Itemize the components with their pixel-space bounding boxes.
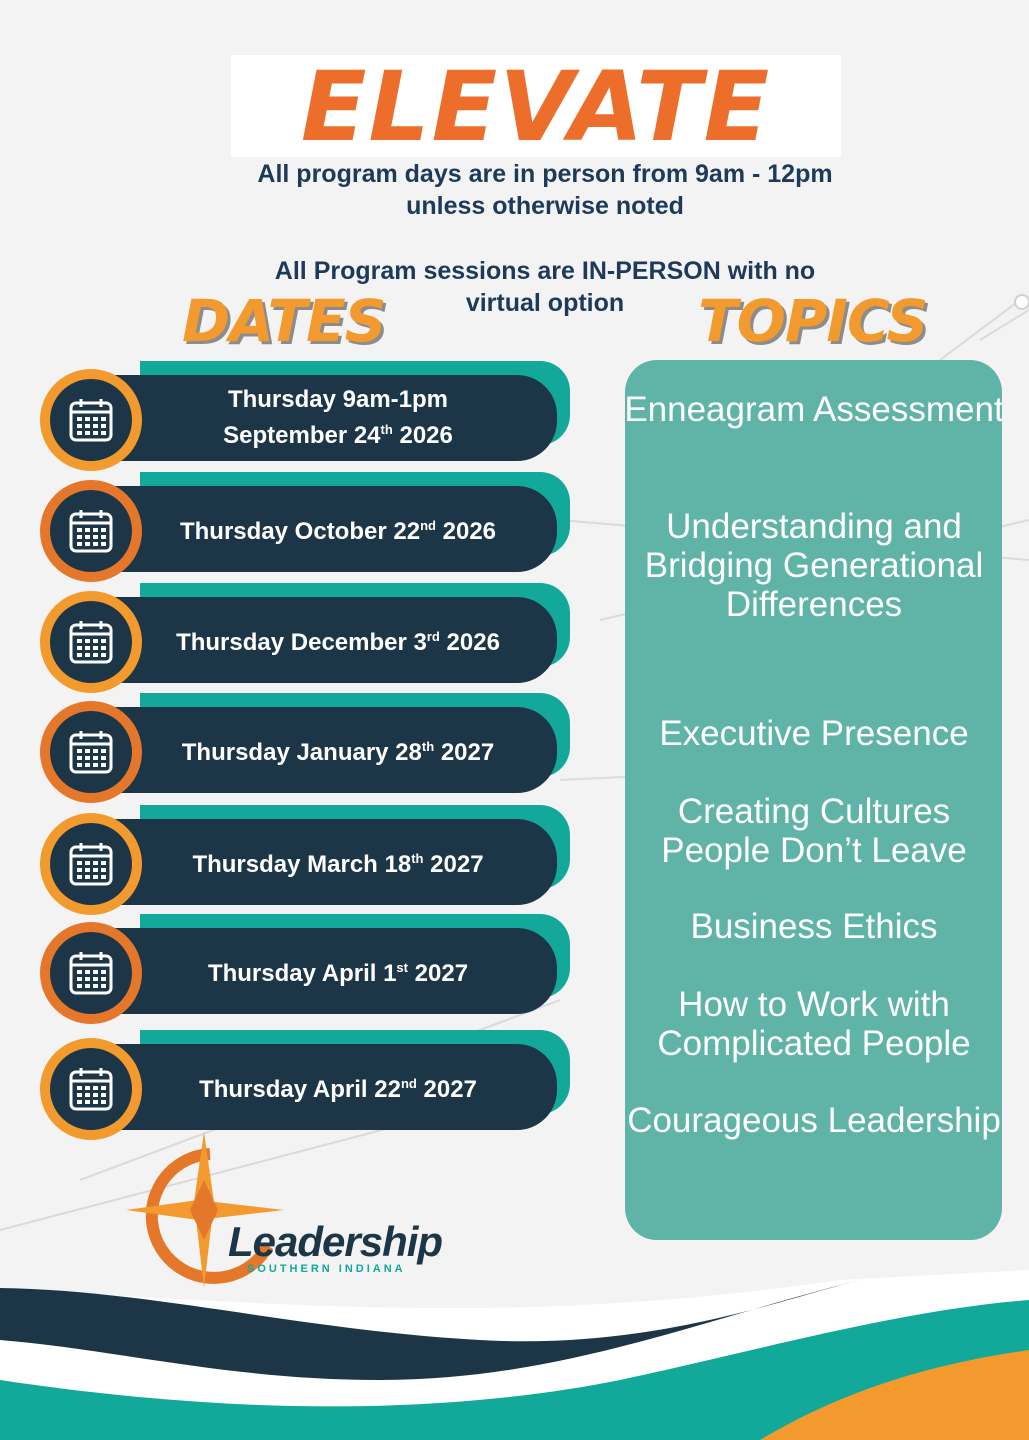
calendar-badge <box>40 591 142 693</box>
topic-item: Understanding and Bridging Generational Differences <box>644 507 984 624</box>
calendar-badge <box>40 480 142 582</box>
date-row <box>40 595 570 695</box>
logo-subtitle: SOUTHERN INDIANA <box>247 1263 406 1275</box>
date-text <box>158 707 518 793</box>
topic-item: Business Ethics <box>690 907 938 946</box>
date-time-line: Thursday 9am-1pm <box>227 386 449 413</box>
topic-item: How to Work with Complicated People <box>657 985 971 1063</box>
date-row <box>40 705 570 805</box>
calendar-badge-inner <box>50 932 132 1014</box>
calendar-icon <box>68 1066 114 1112</box>
calendar-icon <box>68 950 114 996</box>
calendar-badge <box>40 922 142 1024</box>
calendar-badge-inner <box>50 601 132 683</box>
topic-item: Creating Cultures People Don’t Leave <box>661 792 967 870</box>
calendar-icon <box>68 508 114 554</box>
date-row <box>40 817 570 917</box>
calendar-badge <box>40 813 142 915</box>
topic-item: Courageous Leadership <box>627 1101 1001 1140</box>
dates-heading: DATES <box>182 287 386 355</box>
date-text <box>158 486 518 572</box>
date-text <box>158 1044 518 1130</box>
program-title: ELEVATE <box>300 55 772 157</box>
date-text <box>158 375 518 461</box>
calendar-icon <box>68 397 114 443</box>
calendar-badge-inner <box>50 711 132 793</box>
date-line: Thursday October 22nd 2026 <box>179 518 497 545</box>
date-text <box>158 819 518 905</box>
calendar-icon <box>68 841 114 887</box>
date-line: Thursday April 1st 2027 <box>207 960 469 987</box>
bottom-wave-decoration <box>0 1270 1029 1440</box>
calendar-badge <box>40 701 142 803</box>
date-text <box>158 597 518 683</box>
topics-heading: TOPICS <box>698 287 928 355</box>
date-line: Thursday December 3rd 2026 <box>176 629 500 656</box>
calendar-badge-inner <box>50 490 132 572</box>
schedule-note-line2: unless otherwise noted <box>406 192 684 220</box>
date-text <box>158 928 518 1014</box>
topic-item: Executive Presence <box>659 714 969 753</box>
date-row <box>40 484 570 584</box>
schedule-note-line1: All program days are in person from 9am - 12pm <box>257 160 833 188</box>
date-row <box>40 373 570 473</box>
date-line: Thursday April 22nd 2027 <box>199 1076 477 1103</box>
calendar-badge-inner <box>50 823 132 905</box>
topic-item: Enneagram Assessment <box>624 390 1004 429</box>
in-person-note-line2: virtual option <box>465 289 625 317</box>
calendar-badge-inner <box>50 379 132 461</box>
date-row <box>40 1042 570 1142</box>
calendar-badge <box>40 369 142 471</box>
calendar-badge <box>40 1038 142 1140</box>
calendar-icon <box>68 729 114 775</box>
logo-wordmark: Leadership <box>228 1218 443 1265</box>
elevate-banner <box>231 55 841 157</box>
calendar-badge-inner <box>50 1048 132 1130</box>
date-line: Thursday January 28th 2027 <box>181 739 495 766</box>
date-line: September 24th 2026 <box>223 422 453 449</box>
calendar-icon <box>68 619 114 665</box>
in-person-note-line1: All Program sessions are IN-PERSON with no <box>274 257 816 285</box>
date-line: Thursday March 18th 2027 <box>192 851 484 878</box>
date-row <box>40 926 570 1026</box>
